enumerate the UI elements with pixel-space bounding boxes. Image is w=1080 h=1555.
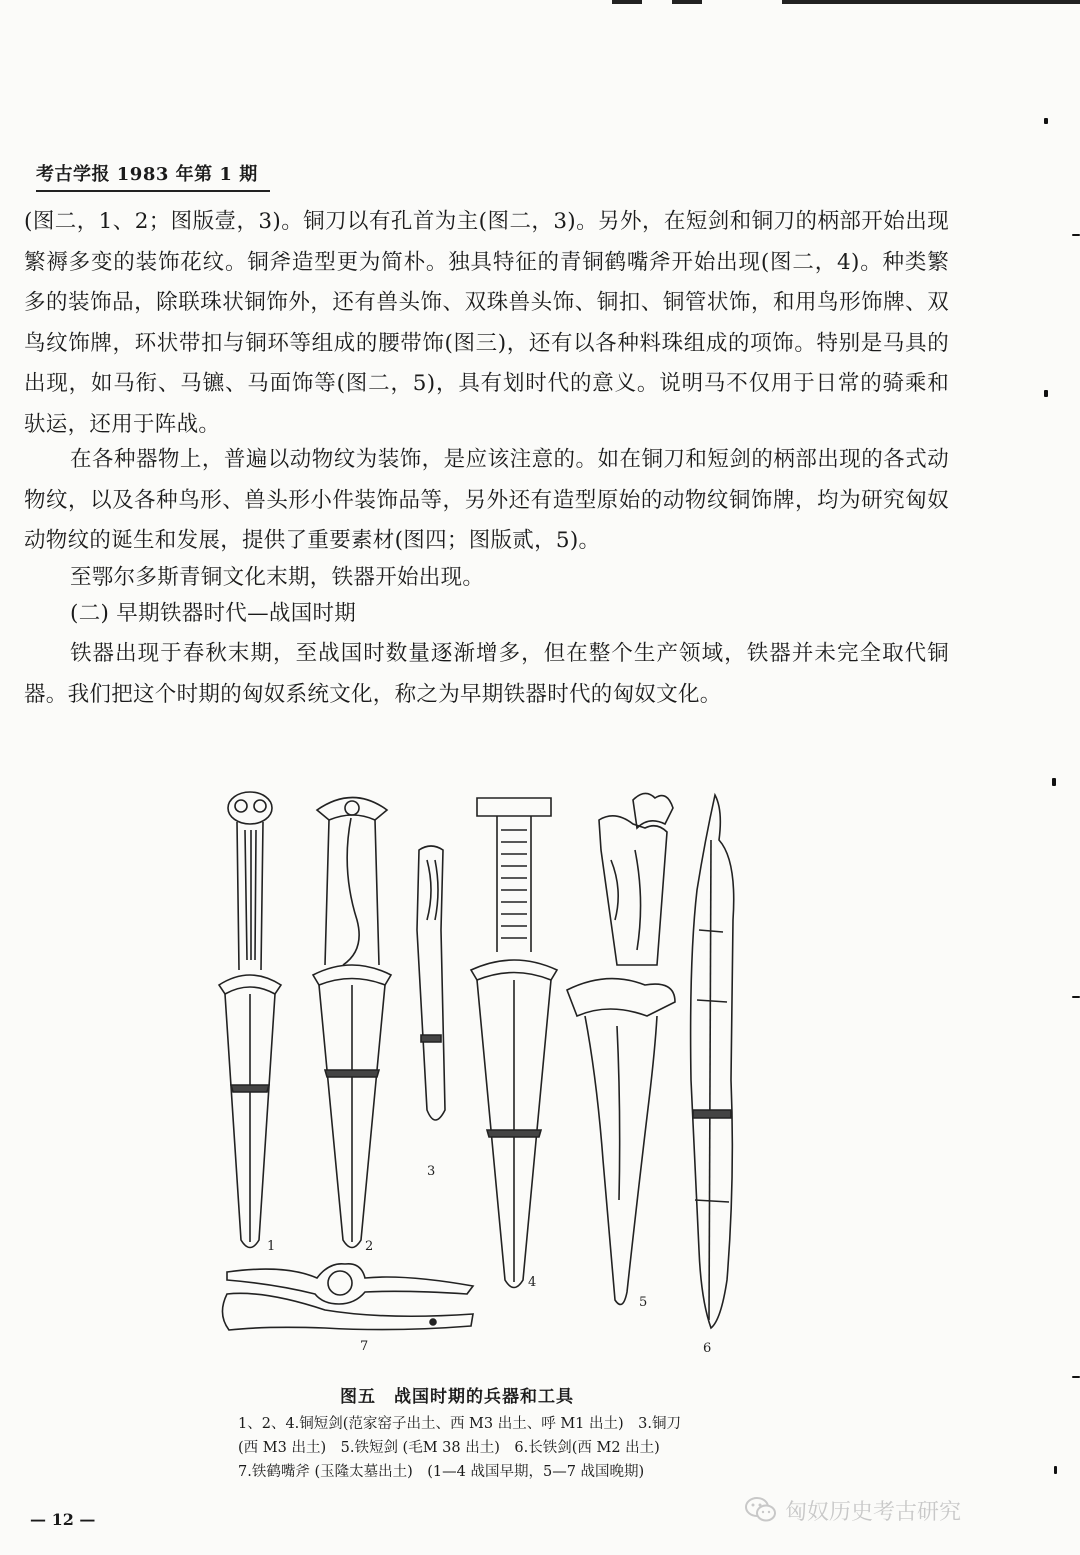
- figure-caption: [238, 1412, 778, 1484]
- figure-caption-line: 1、2、4.铜短剑(范家窑子出土、西 M3 出土、呼 M1 出土) 3.铜刀: [238, 1416, 682, 1432]
- figure-label-5: 5: [639, 1295, 648, 1310]
- weapons-figure: [205, 780, 765, 1365]
- section-heading: (二) 早期铁器时代—战国时期: [70, 601, 357, 626]
- figure-label-3: 3: [427, 1164, 436, 1179]
- journal-header: 考古学报 1983 年第 1 期: [36, 160, 270, 192]
- figure-title: 图五 战国时期的兵器和工具: [340, 1387, 574, 1407]
- bronze-dagger-4-drawing: [471, 798, 557, 1288]
- page-number: — 12 —: [30, 1510, 96, 1529]
- figure-label-2: 2: [365, 1239, 374, 1254]
- paragraph-1: (图二，1、2；图版壹，3)。铜刀以有孔首为主(图二，3)。另外，在短剑和铜刀的柄部开始出现繁褥多变的装饰花纹。铜斧造型更为简朴。独具特征的青铜鹤嘴斧开始出现(图二，4)。种类繁多的装饰品，除联珠状铜饰外，还有兽头饰、双珠兽头饰、铜扣、铜管状饰，和用鸟形饰牌、双鸟纹饰牌，环状带扣与铜环等组成的腰带饰(图三)，还有以各种料珠组成的项饰。特别是马具的出现，如马衔、马镳、马面饰等(图二，5)，具有划时代的意义。说明马不仅用于日常的骑乘和驮运，还用于阵战。: [24, 209, 949, 437]
- iron-crane-beak-axe-drawing: [222, 1264, 473, 1330]
- paragraph-3: 至鄂尔多斯青铜文化末期，铁器开始出现。: [70, 565, 485, 590]
- watermark-text: 匈奴历史考古研究: [785, 1499, 962, 1525]
- figure-label-6: 6: [703, 1341, 712, 1356]
- watermark: [745, 1492, 1065, 1528]
- bronze-dagger-2-drawing: [313, 798, 391, 1248]
- bronze-knife-drawing: [417, 846, 445, 1120]
- bronze-dagger-1-drawing: [219, 792, 281, 1248]
- iron-longsword-6-drawing: [691, 795, 734, 1328]
- figure-caption-line: 7.铁鹤嘴斧 (玉隆太墓出土) (1—4 战国早期，5—7 战国晚期): [238, 1464, 645, 1480]
- figure-label-4: 4: [528, 1275, 537, 1290]
- figure-label-1: 1: [267, 1239, 276, 1254]
- wechat-icon: [745, 1496, 777, 1524]
- figure-label-7: 7: [360, 1339, 369, 1354]
- figure-caption-line: (西 M3 出土) 5.铁短剑 (毛M 38 出土) 6.长铁剑(西 M2 出土): [238, 1440, 660, 1456]
- paragraph-2: 在各种器物上，普遍以动物纹为装饰，是应该注意的。如在铜刀和短剑的柄部出现的各式动物纹，以及各种鸟形、兽头形小件装饰品等，另外还有造型原始的动物纹铜饰牌，均为研究匈奴动物纹的诞生和发展，提供了重要素材(图四；图版贰，5)。: [24, 447, 949, 553]
- iron-dagger-5-drawing: [567, 793, 675, 1304]
- paragraph-4: 铁器出现于春秋末期，至战国时数量逐渐增多，但在整个生产领域，铁器并未完全取代铜器。我们把这个时期的匈奴系统文化，称之为早期铁器时代的匈奴文化。: [24, 641, 949, 707]
